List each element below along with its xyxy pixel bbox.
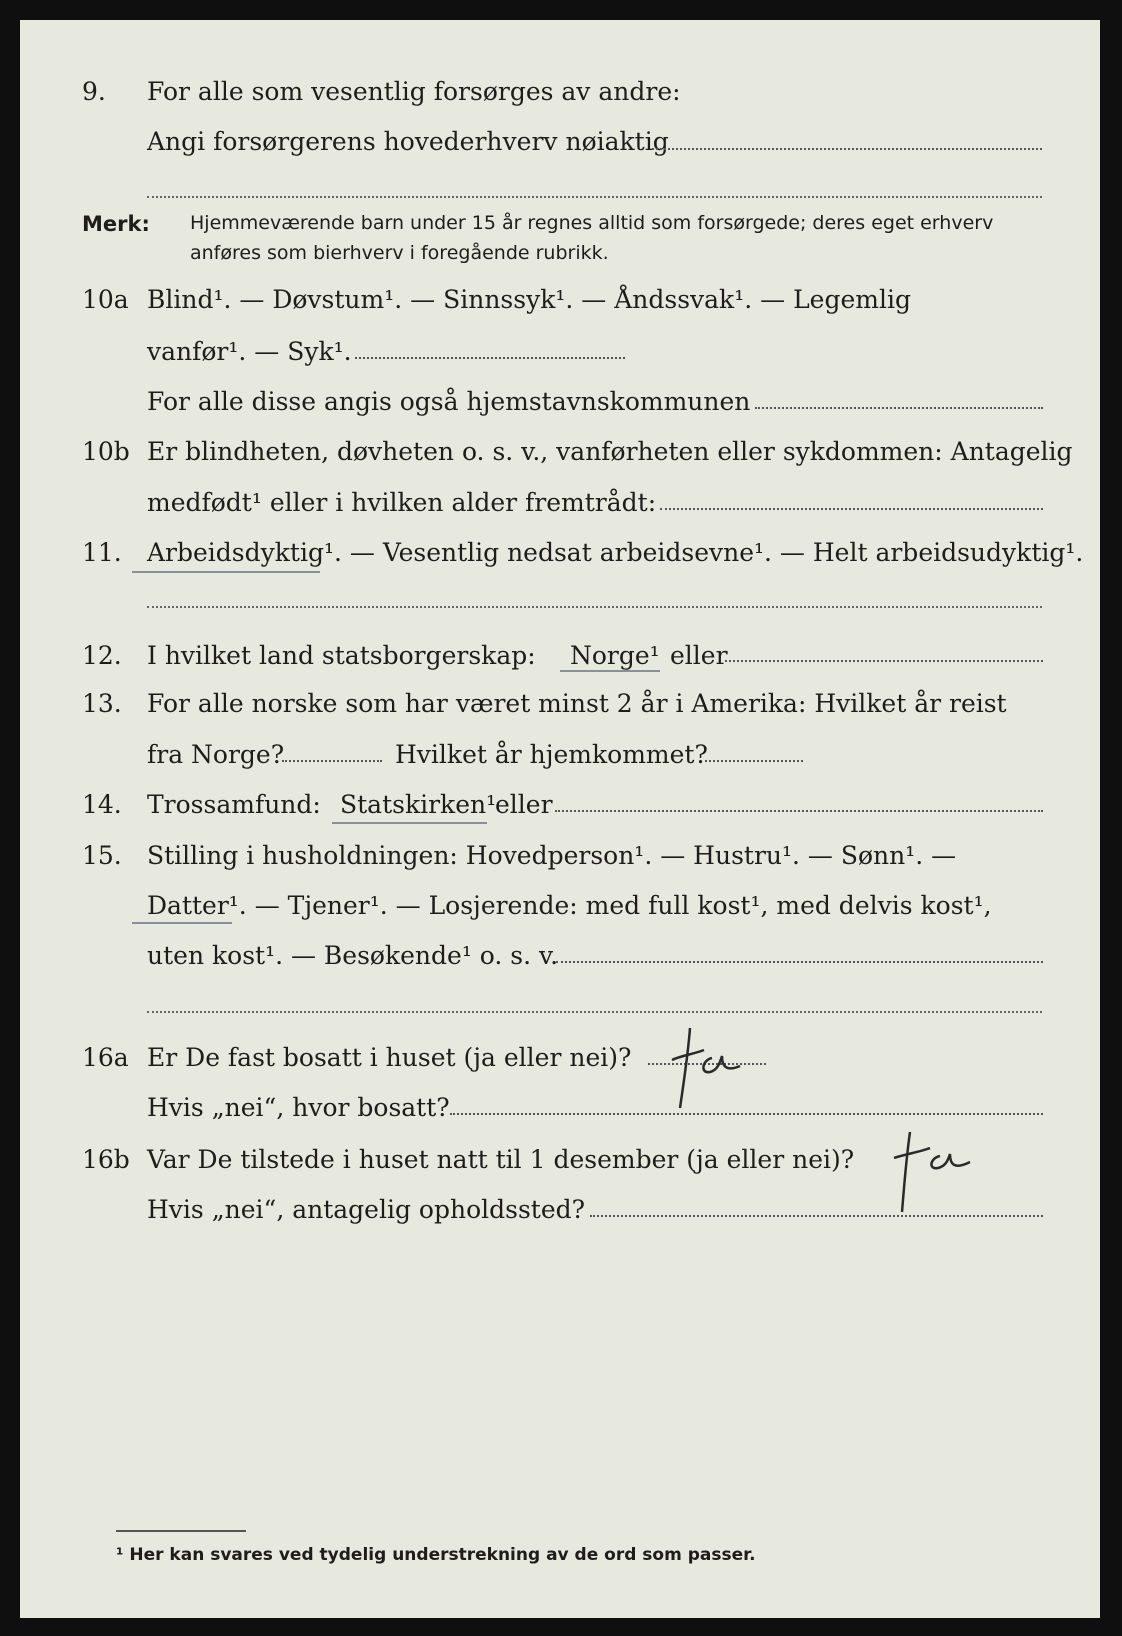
merk-label: Merk: (82, 212, 150, 236)
q10b-line1: Er blindheten, døvheten o. s. v., vanførheten eller sykdommen: Antagelig (147, 437, 1073, 466)
q10b-line2: medfødt¹ eller i hvilken alder fremtrådt: (147, 488, 657, 517)
q9-number: 9. (82, 77, 106, 106)
q16a-line1: Er De fast bosatt i huset (ja eller nei)? (147, 1043, 632, 1072)
q16a-handwritten-answer (650, 1020, 770, 1120)
q16a-line2: Hvis „nei“, hvor bosatt? (147, 1093, 450, 1122)
q13-line2b: Hvilket år hjemkommet? (395, 740, 708, 769)
q14-number: 14. (82, 790, 122, 819)
q16b-opholdssted-line[interactable] (590, 1215, 1043, 1217)
footnote-rule (116, 1530, 246, 1532)
q9-line2: Angi forsørgerens hovederhverv nøiaktig (147, 127, 669, 156)
q10a-number: 10a (82, 285, 129, 314)
footnote: ¹ Her kan svares ved tydelig understrekning av de ord som passer. (116, 1545, 756, 1565)
q14-suffix: eller (495, 790, 553, 819)
q12-choice-norge: Norge¹ (570, 641, 660, 670)
q13-line1: For alle norske som har været minst 2 år i Amerika: Hvilket år reist (147, 689, 1007, 718)
q10a-kommune-line[interactable] (755, 407, 1043, 409)
q12-suffix: eller (670, 641, 728, 670)
q13-hjemkommet-line[interactable] (705, 760, 803, 762)
q10a-line1: Blind¹. — Døvstum¹. — Sinnssyk¹. — Åndssvak¹. — Legemlig (147, 285, 911, 314)
q15-answer-line[interactable] (556, 961, 1043, 963)
q10a-line2: vanfør¹. — Syk¹. (147, 337, 352, 366)
q10a-line3: For alle disse angis også hjemstavnskommunen (147, 387, 751, 416)
merk-line1: Hjemmeværende barn under 15 år regnes alltid som forsørgede; deres eget erhverv (190, 212, 994, 234)
q11-number: 11. (82, 538, 122, 567)
q16b-handwritten-answer (880, 1120, 990, 1220)
q15-line3: uten kost¹. — Besøkende¹ o. s. v. (147, 941, 559, 970)
q11-underline-arbeidsdyktig (132, 571, 320, 573)
q10b-answer-line[interactable] (660, 508, 1043, 510)
q15-line1: Stilling i husholdningen: Hovedperson¹. — Hustru¹. — Sønn¹. — (147, 841, 957, 870)
q12-number: 12. (82, 641, 122, 670)
q9-answer-line[interactable] (652, 148, 1042, 150)
q15-number: 15. (82, 841, 122, 870)
q13-number: 13. (82, 689, 122, 718)
q16b-line1: Var De tilstede i huset natt til 1 desember (ja eller nei)? (147, 1145, 855, 1174)
q14-choice-statskirken: Statskirken¹ (340, 790, 497, 819)
q10a-answer-line[interactable] (355, 357, 625, 359)
q14-answer-line[interactable] (555, 810, 1043, 812)
q13-line2a: fra Norge? (147, 740, 285, 769)
q15-underline-datter (132, 922, 232, 924)
merk-line2: anføres som bierhverv i foregående rubrikk. (190, 242, 609, 264)
q15-extra-line[interactable] (147, 1011, 1042, 1013)
q15-line2: Datter¹. — Tjener¹. — Losjerende: med full kost¹, med delvis kost¹, (147, 891, 992, 920)
q9-extra-line[interactable] (147, 196, 1042, 198)
q16b-number: 16b (82, 1145, 130, 1174)
q13-reist-line[interactable] (282, 760, 382, 762)
q14-prefix: Trossamfund: (147, 790, 321, 819)
q12-prefix: I hvilket land statsborgerskap: (147, 641, 536, 670)
q16a-number: 16a (82, 1043, 129, 1072)
q12-answer-line[interactable] (725, 660, 1043, 662)
q9-line1: For alle som vesentlig forsørges av andre: (147, 77, 681, 106)
census-form-page (20, 20, 1100, 1618)
q16a-bosatt-line[interactable] (450, 1113, 1043, 1115)
q10b-number: 10b (82, 437, 130, 466)
q12-underline-norge (560, 670, 660, 672)
q11-line1: Arbeidsdyktig¹. — Vesentlig nedsat arbeidsevne¹. — Helt arbeidsudyktig¹. (147, 538, 1084, 567)
q14-underline-statskirken (332, 822, 487, 824)
q16b-line2: Hvis „nei“, antagelig opholdssted? (147, 1195, 586, 1224)
q11-extra-line[interactable] (147, 606, 1042, 608)
